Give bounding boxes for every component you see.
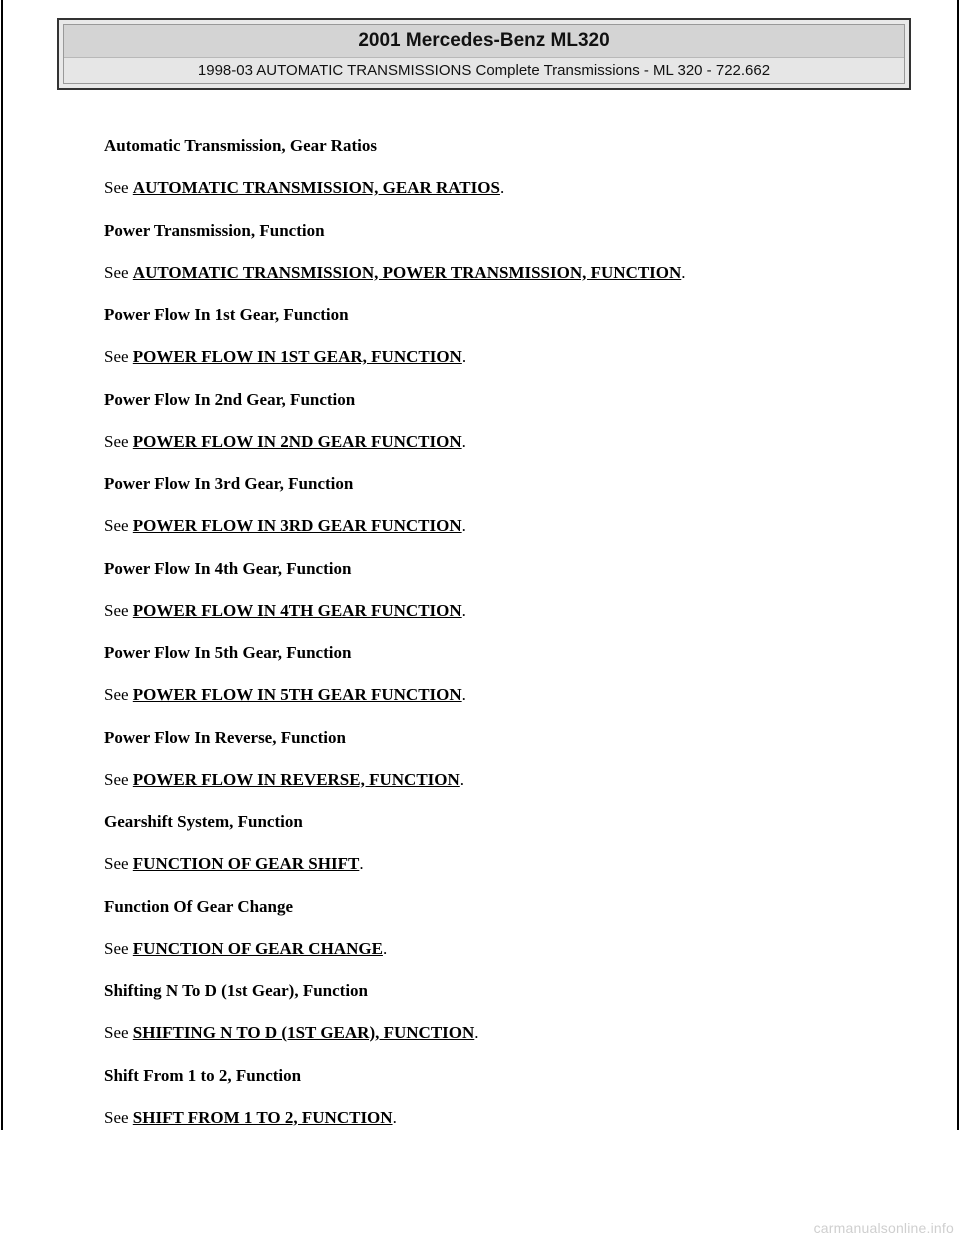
see-suffix: . — [461, 600, 466, 620]
see-prefix: See — [104, 769, 133, 789]
entry-title: Power Flow In 2nd Gear, Function — [104, 389, 356, 409]
reference-link[interactable]: POWER FLOW IN 4TH GEAR FUNCTION — [132, 600, 462, 620]
entry-title: Power Flow In 5th Gear, Function — [104, 643, 352, 662]
see-prefix: See — [104, 1107, 133, 1127]
entry-see-line — [104, 599, 904, 623]
see-suffix: . — [459, 769, 465, 789]
entry-see-line — [104, 430, 904, 454]
entry-title: Gearshift System, Function — [104, 812, 303, 831]
entry-see-line — [104, 261, 904, 285]
reference-entry — [104, 979, 904, 1064]
entry-see-line — [104, 852, 904, 876]
see-prefix: See — [104, 178, 133, 197]
reference-link[interactable]: AUTOMATIC TRANSMISSION, GEAR RATIOS — [132, 178, 500, 197]
reference-link[interactable]: POWER FLOW IN REVERSE, FUNCTION — [132, 769, 460, 789]
see-suffix: . — [474, 1023, 479, 1042]
see-suffix: . — [681, 262, 686, 282]
entry-title: Power Flow In 4th Gear, Function — [104, 558, 352, 578]
reference-list — [104, 134, 904, 1148]
reference-link[interactable]: AUTOMATIC TRANSMISSION, POWER TRANSMISSION, FUNCTION — [132, 262, 682, 282]
reference-entry — [104, 557, 904, 642]
see-prefix: See — [104, 347, 133, 366]
entry-see-line — [104, 937, 904, 961]
entry-see-line — [104, 345, 904, 369]
reference-entry — [104, 134, 904, 219]
entry-title: Shifting N To D (1st Gear), Function — [104, 981, 368, 1000]
entry-title: Power Transmission, Function — [104, 220, 325, 240]
see-prefix: See — [104, 262, 133, 282]
watermark-url: carmanualsonline.info — [813, 1220, 954, 1236]
see-prefix: See — [104, 600, 133, 620]
entry-title: Power Flow In Reverse, Function — [104, 727, 346, 747]
see-suffix: . — [461, 516, 466, 535]
see-prefix: See — [104, 516, 133, 535]
reference-entry — [104, 219, 904, 304]
see-suffix: . — [499, 178, 505, 197]
reference-entry — [104, 641, 904, 726]
entry-title: Power Flow In 3rd Gear, Function — [104, 474, 354, 493]
see-suffix: . — [392, 1107, 397, 1127]
reference-entry — [104, 895, 904, 980]
see-prefix: See — [104, 854, 133, 873]
reference-link[interactable]: POWER FLOW IN 1ST GEAR, FUNCTION — [132, 347, 462, 366]
document-header — [57, 18, 911, 90]
see-prefix: See — [104, 431, 133, 451]
reference-entry — [104, 388, 904, 473]
reference-link[interactable]: FUNCTION OF GEAR CHANGE — [132, 938, 383, 958]
reference-link[interactable]: FUNCTION OF GEAR SHIFT — [132, 854, 360, 873]
reference-entry — [104, 810, 904, 895]
reference-link[interactable]: SHIFTING N TO D (1ST GEAR), FUNCTION — [132, 1023, 475, 1042]
see-suffix: . — [461, 685, 466, 704]
see-prefix: See — [104, 1023, 133, 1042]
entry-see-line — [104, 683, 904, 707]
entry-title: Power Flow In 1st Gear, Function — [104, 305, 349, 324]
reference-link[interactable]: POWER FLOW IN 5TH GEAR FUNCTION — [132, 685, 462, 704]
see-prefix: See — [104, 685, 133, 704]
header-title: 2001 Mercedes-Benz ML320 — [64, 25, 904, 58]
reference-entry — [104, 472, 904, 557]
see-prefix: See — [104, 938, 133, 958]
entry-see-line — [104, 1021, 904, 1045]
reference-link[interactable]: POWER FLOW IN 3RD GEAR FUNCTION — [132, 516, 462, 535]
header-subtitle: 1998-03 AUTOMATIC TRANSMISSIONS Complete Transmissions - ML 320 - 722.662 — [64, 58, 904, 83]
entry-title: Shift From 1 to 2, Function — [104, 1065, 302, 1085]
see-suffix: . — [359, 854, 364, 873]
entry-title: Function Of Gear Change — [104, 896, 294, 916]
see-suffix: . — [461, 431, 466, 451]
reference-link[interactable]: SHIFT FROM 1 TO 2, FUNCTION — [132, 1107, 393, 1127]
entry-title: Automatic Transmission, Gear Ratios — [104, 136, 377, 155]
entry-see-line — [104, 1106, 904, 1130]
see-suffix: . — [382, 938, 388, 958]
entry-see-line — [104, 768, 904, 792]
reference-link[interactable]: POWER FLOW IN 2ND GEAR FUNCTION — [132, 431, 462, 451]
entry-see-line — [104, 176, 904, 200]
page-border-left — [1, 0, 3, 1130]
see-suffix: . — [461, 347, 467, 366]
reference-entry — [104, 1064, 904, 1149]
reference-entry — [104, 726, 904, 811]
reference-entry — [104, 303, 904, 388]
header-inner — [63, 24, 905, 84]
page-border-right — [957, 0, 959, 1130]
entry-see-line — [104, 514, 904, 538]
